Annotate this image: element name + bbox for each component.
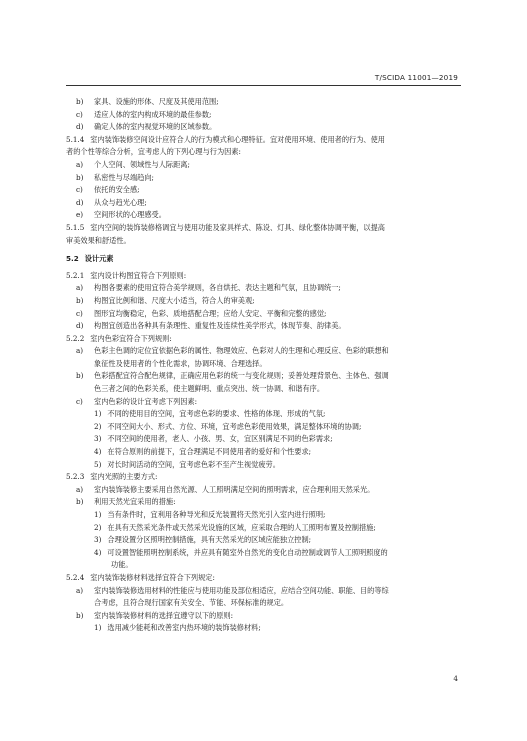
text-line [66, 197, 461, 210]
line-text: 色三者之间的色彩关系，使主题鲜明、重点突出、统一协调、和谐有序。 [94, 384, 325, 394]
list-marker: d) [76, 122, 84, 132]
line-text: 个人空间、领域性与人际距离; [94, 159, 190, 169]
line-text: 室内装饰装修材料的选择宜遵守以下的原则: [94, 610, 233, 620]
text-line [66, 572, 461, 585]
text-line [66, 459, 461, 472]
line-text: 确定人体的室内视觉环境的区域参数。 [94, 122, 217, 132]
list-marker: b) [76, 610, 84, 620]
text-line [66, 370, 461, 383]
text-line [66, 209, 461, 222]
line-text: 可设置智能照明控制系统，并应具有随室外自然光的变化自动控制或调节人工照明照度的 [107, 547, 388, 557]
line-text: 室内装饰装修主要采用自然光源、人工照明满足空间的照明需求，应合理利用天然采光。 [94, 484, 375, 494]
clause-number: 2) [94, 421, 102, 431]
text-line [66, 433, 461, 446]
text-line [66, 534, 461, 547]
line-text: 设计元素 [84, 254, 114, 264]
line-text: 室内光照的主要方式: [90, 472, 158, 482]
text-line [66, 308, 461, 321]
clause-number: 1) [94, 409, 102, 419]
text-line [66, 408, 461, 421]
list-marker: c) [76, 396, 83, 406]
text-line [66, 496, 461, 509]
line-text: 适应人体的室内构成环境的最佳参数; [94, 109, 212, 119]
line-text: 合考虑，且符合现行国家有关安全、节能、环保标准的规定。 [94, 598, 289, 608]
line-text: 合理设置分区照明控制措施，具有天然采光的区域应能独立控制; [107, 535, 312, 545]
list-marker: c) [76, 308, 83, 318]
text-line [66, 184, 461, 197]
clause-number: 4) [94, 447, 102, 457]
line-text: 色彩搭配宜符合配色规律，正确应用色彩的统一与变化规则；妥善处理背景色、主体色、强调 [94, 371, 389, 381]
text-line [66, 585, 461, 598]
text-line [66, 172, 461, 185]
text-line [66, 396, 461, 409]
header-rule [66, 85, 461, 86]
text-line [66, 222, 461, 235]
text-line [66, 253, 461, 266]
text-line [66, 121, 461, 134]
line-text: 利用天然光宜采用的措施: [94, 497, 176, 507]
text-line [66, 522, 461, 535]
clause-number: 5.1.4 [66, 134, 85, 144]
text-line [66, 282, 461, 295]
line-text: 色彩主色调的定位宜依据色彩的属性、物理效应、色彩对人的生理和心理反应、色彩的联想和 [94, 346, 389, 356]
list-marker: c) [76, 185, 83, 195]
text-line [66, 270, 461, 283]
text-line [66, 235, 461, 248]
line-text: 家具、设施的形体、尺度及其使用范围; [94, 97, 219, 106]
text-line [66, 484, 461, 497]
line-text: 构图宜比例和谐、尺度大小适当，符合人的审美观; [94, 295, 255, 305]
line-text: 室内设计构图宜符合下列原则: [90, 270, 187, 280]
line-text: 功能。 [111, 560, 133, 570]
list-marker: d) [76, 321, 84, 331]
clause-number: 5.2.1 [66, 270, 85, 280]
text-line [66, 597, 461, 610]
line-text: 空间形状的心理感受。 [94, 210, 166, 220]
line-text: 依托的安全感; [94, 185, 140, 195]
document-body [66, 96, 461, 635]
list-marker: a) [76, 159, 84, 169]
text-line [66, 159, 461, 172]
line-text: 审美效果和舒适性。 [66, 235, 131, 245]
line-text: 室内装饰装修空间设计应符合人的行为模式和心理特征。宜对使用环境、使用者的行为、使用 [90, 134, 385, 144]
line-text: 图形宜均衡稳定，色彩、质地搭配合理；应给人安定、平衡和完整的感觉; [94, 308, 327, 318]
text-line [66, 509, 461, 522]
line-text: 象征性及使用者的个性化需求，协调环境、合理选择。 [94, 358, 267, 368]
clause-number: 5.2.2 [66, 333, 85, 343]
list-marker: a) [76, 283, 84, 293]
text-line [66, 559, 461, 572]
clause-number: 1) [94, 623, 102, 633]
list-marker: a) [76, 585, 84, 595]
list-marker: e) [76, 210, 84, 220]
line-text: 不同空间大小、形式、方位、环境，宜考虑色彩使用效果，满足整体环境的协调; [107, 421, 362, 431]
list-marker: b) [76, 497, 84, 507]
line-text: 室内空间的装饰装修格调宜与使用功能及家具样式、陈设、灯具、绿化整体协调平衡，以提高 [90, 222, 385, 232]
line-text: 室内装饰装修材料选择宜符合下列规定: [90, 572, 215, 582]
line-text: 当有条件时，宜利用各种导光和反光装置将天然光引入室内进行照明; [107, 510, 326, 519]
text-line [66, 109, 461, 122]
text-line [66, 96, 461, 109]
line-text: 选用减少能耗和改善室内热环境的装饰装修材料; [107, 623, 261, 633]
line-text: 室内色彩的设计宜考虑下列因素: [94, 396, 198, 406]
text-line [66, 295, 461, 308]
line-text: 室内装饰装修选用材料的性能应与使用功能及部位相适应，应结合空间功能、职能、目的等综 [94, 585, 389, 595]
text-line [66, 421, 461, 434]
text-line [66, 610, 461, 623]
list-marker: b) [76, 97, 84, 106]
line-text: 从众与趋光心理; [94, 197, 147, 207]
text-line [66, 134, 461, 147]
text-line [66, 345, 461, 358]
line-text: 对长时间活动的空间，宜考虑色彩不至产生视觉疲劳。 [107, 459, 280, 469]
line-text: 室内色彩宜符合下列规则: [90, 333, 172, 343]
list-marker: a) [76, 484, 84, 494]
text-line [66, 146, 461, 159]
line-text: 构图各要素的使用宜符合美学规则，各自烘托、表达主题和气氛，且协调统一; [94, 283, 341, 293]
text-line [66, 358, 461, 371]
line-text: 不同空间的使用者，老人、小孩、男、女，宜区别满足不同的色彩需求; [107, 434, 333, 444]
text-line [66, 383, 461, 396]
clause-number: 5.2 [66, 254, 79, 264]
clause-number: 3) [94, 434, 102, 444]
clause-number: 2) [94, 522, 102, 532]
list-marker: b) [76, 172, 84, 182]
list-marker: b) [76, 295, 84, 305]
clause-number: 4) [94, 547, 102, 557]
text-line [66, 471, 461, 484]
text-line [66, 333, 461, 346]
document-header: T/SCIDA 11001—2019 [374, 73, 458, 82]
list-marker: b) [76, 371, 84, 381]
list-marker: a) [76, 346, 84, 356]
line-text: 构图宜创造出各种具有条理性、重复性及连续性美学形式，体现节奏、韵律美。 [94, 321, 346, 331]
page-number: 4 [453, 674, 458, 683]
line-text: 在符合原则的前提下，宜合理满足不同使用者的爱好和个性要求; [107, 447, 312, 457]
text-line [66, 446, 461, 459]
line-text: 私密性与尽端趋向; [94, 172, 154, 182]
line-text: 者的个性等综合分析，宜考虑人的下列心理与行为因素: [66, 147, 241, 157]
clause-number: 1) [94, 510, 102, 519]
line-text: 不同的使用目的空间，宜考虑色彩的要求、性格的体现、形成的气氛; [107, 409, 326, 419]
clause-number: 5.1.5 [66, 222, 85, 232]
text-line [66, 320, 461, 333]
clause-number: 3) [94, 535, 102, 545]
list-marker: d) [76, 197, 84, 207]
clause-number: 5) [94, 459, 102, 469]
list-marker: c) [76, 109, 83, 119]
line-text: 在具有天然采光条件或天然采光设施的区域，应采取合理的人工照明布置及控制措施; [107, 522, 376, 532]
text-line [66, 547, 461, 560]
clause-number: 5.2.3 [66, 472, 85, 482]
text-line [66, 622, 461, 635]
clause-number: 5.2.4 [66, 572, 85, 582]
